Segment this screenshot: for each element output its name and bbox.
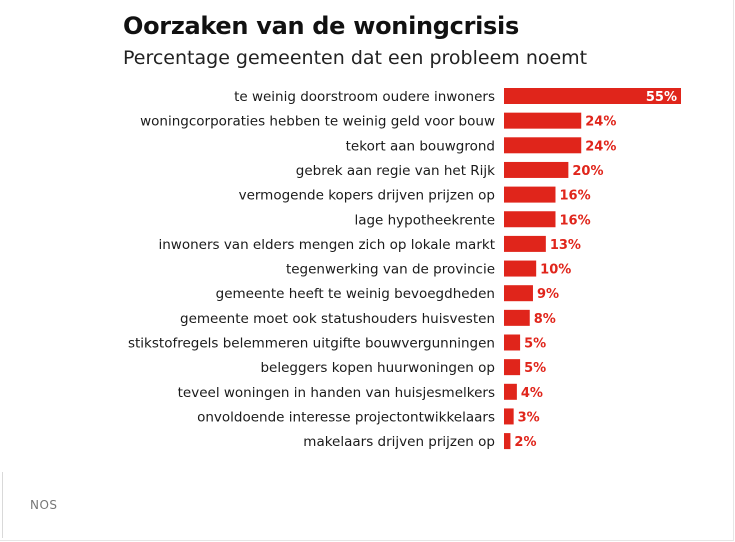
value-label: 5% (524, 361, 547, 377)
bar-chart (0, 80, 735, 460)
category-label: tegenwerking van de provincie (285, 261, 495, 278)
source-label: NOS (30, 498, 58, 512)
bar (504, 261, 536, 277)
value-label: 9% (536, 287, 560, 303)
category-label: gemeente heeft te weinig bevoegdheden (215, 286, 495, 303)
bar (504, 187, 555, 203)
value-label: 4% (520, 385, 543, 401)
chart-title: Oorzaken van de woningcrisis (123, 12, 519, 40)
category-label: gemeente moet ook statushouders huisvesten (180, 310, 495, 327)
value-label: 2% (514, 435, 537, 451)
category-label: teveel woningen in handen van huisjesmelkers (177, 384, 495, 401)
value-label: 3% (517, 410, 540, 426)
category-label: lage hypotheekrente (354, 212, 495, 229)
category-label: te weinig doorstroom oudere inwoners (234, 89, 495, 105)
category-label: beleggers kopen huurwoningen op (260, 360, 495, 377)
bar (504, 113, 581, 129)
category-label: vermogende kopers drijven prijzen op (238, 187, 495, 204)
divider (2, 472, 3, 538)
value-label: 16% (559, 188, 591, 204)
value-label: 24% (585, 114, 617, 130)
category-label: woningcorporaties hebben te weinig geld voor bouw (140, 113, 495, 130)
value-label: 55% (645, 90, 677, 105)
category-label: gebrek aan regie van het Rijk (295, 162, 495, 179)
bar (504, 211, 555, 227)
bar (504, 384, 517, 400)
bar (504, 137, 581, 153)
bar (504, 433, 510, 449)
value-label: 24% (585, 139, 617, 155)
value-label: 20% (572, 163, 604, 179)
value-label: 16% (559, 213, 591, 229)
category-label: tekort aan bouwgrond (345, 138, 495, 155)
category-label: stikstofregels belemmeren uitgifte bouwvergunningen (127, 335, 495, 352)
value-label: 10% (540, 262, 572, 278)
bar (504, 236, 546, 252)
value-label: 5% (524, 336, 547, 352)
value-label: 13% (549, 237, 581, 253)
bar (504, 335, 520, 351)
value-label: 8% (533, 311, 556, 327)
category-label: inwoners van elders mengen zich op lokale markt (158, 236, 495, 253)
bar (504, 359, 520, 375)
bar (504, 162, 568, 178)
bar (504, 310, 530, 326)
bar (504, 285, 533, 301)
chart-subtitle: Percentage gemeenten dat een probleem noemt (123, 47, 588, 69)
category-label: onvoldoende interesse projectontwikkelaars (197, 409, 495, 426)
category-label: makelaars drijven prijzen op (303, 434, 495, 451)
bar (504, 408, 514, 424)
